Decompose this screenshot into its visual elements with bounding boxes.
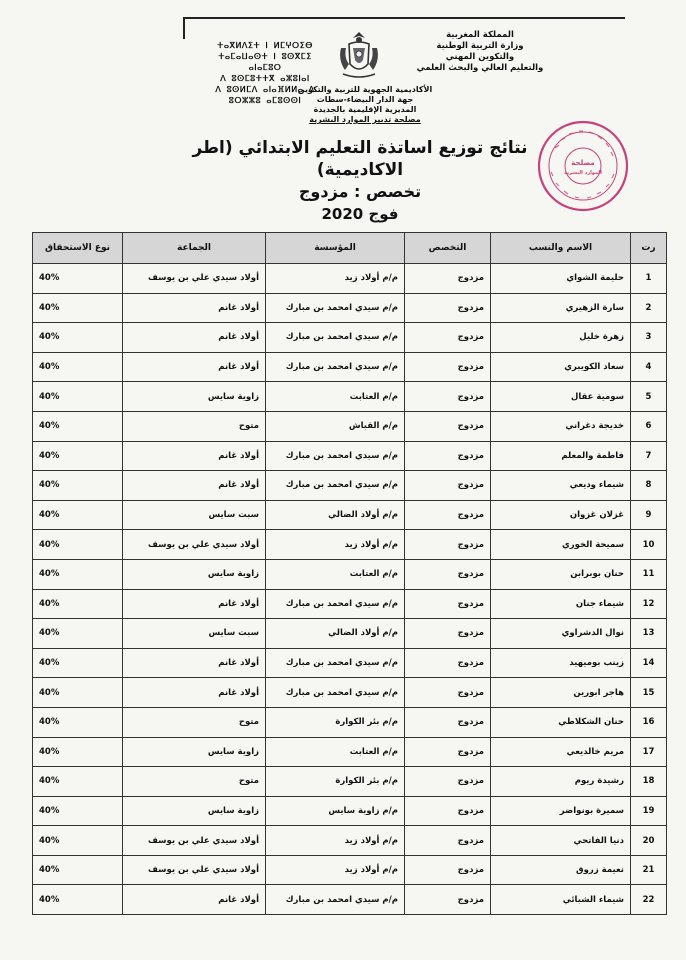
table-row	[33, 471, 667, 501]
cell-name: سميحة الخوري	[491, 530, 631, 560]
cell-school: م/م سيدي امحمد بن مبارك	[266, 678, 405, 708]
cell-num: 20	[631, 826, 667, 856]
table-row	[33, 737, 667, 767]
letterhead-tifinagh-line: ⴷ ⵓⵙⵎⵓⵜⵜⴳ ⴰⵣⵓⵏⴰⵏ	[220, 74, 310, 83]
cell-name: دنيا الفاتحي	[491, 826, 631, 856]
letterhead-arabic-line: والتكوين المهني	[445, 52, 515, 62]
cell-name: شيماء الشبائي	[491, 885, 631, 915]
table-row	[33, 707, 667, 737]
cell-commune: زاوية سايس	[123, 559, 266, 589]
cell-school: م/م زاوية سايس	[266, 796, 405, 826]
cell-rate: 40%	[33, 767, 123, 797]
cell-spec: مزدوج	[405, 737, 491, 767]
cell-spec: مزدوج	[405, 293, 491, 323]
cell-rate: 40%	[33, 441, 123, 471]
table-row	[33, 678, 667, 708]
cell-spec: مزدوج	[405, 323, 491, 353]
cell-name: حنان الشكلاطي	[491, 707, 631, 737]
cell-spec: مزدوج	[405, 264, 491, 294]
cell-school: م/م أولاد الضالي	[266, 500, 405, 530]
cell-school: م/م سيدي امحمد بن مبارك	[266, 648, 405, 678]
cell-rate: 40%	[33, 323, 123, 353]
directorate-line: جهة الدار البيضاء-سطات	[316, 95, 414, 104]
cell-rate: 40%	[33, 885, 123, 915]
royal-emblem-icon	[335, 30, 383, 80]
table-row	[33, 500, 667, 530]
cell-commune: أولاد سيدي علي بن يوسف	[123, 264, 266, 294]
letterhead-tifinagh-line: ⵜⴰⴳⵍⴷⵉⵜ ⵏ ⵍⵎⵖⵔⵉⴱ	[217, 41, 313, 50]
cell-commune: أولاد سيدي علي بن يوسف	[123, 530, 266, 560]
table-row	[33, 648, 667, 678]
table-row	[33, 589, 667, 619]
cell-name: زهرة خليل	[491, 323, 631, 353]
cell-num: 8	[631, 471, 667, 501]
letterhead-tifinagh-line: ⵜⴰⵎⴰⵡⴰⵙⵜ ⵏ ⵓⵙⴳⵎⵉ ⴰⵏⴰⵎⵓⵔ	[218, 52, 312, 72]
header-num: رت	[631, 233, 667, 264]
cell-rate: 40%	[33, 530, 123, 560]
letterhead-tifinagh-line: ⴷ ⵓⵙⵍⵎⴷ ⴰⵏⴰⴼⵍⵍⴰ ⴷ ⵓⵔⵣⵣⵓ ⴰⵎⵓⵙⵙⵏ	[215, 85, 315, 105]
letterhead-arabic-line: المملكة المغربية	[446, 30, 514, 40]
cell-name: خديجة دغراني	[491, 411, 631, 441]
cell-school: م/م سيدي امحمد بن مبارك	[266, 293, 405, 323]
cell-commune: متوح	[123, 707, 266, 737]
results-table	[32, 232, 667, 915]
cell-name: زينب بوميهيد	[491, 648, 631, 678]
cell-rate: 40%	[33, 352, 123, 382]
cell-name: نوال الدشراوي	[491, 619, 631, 649]
cell-rate: 40%	[33, 855, 123, 885]
letterhead-arabic-line: وزارة التربية الوطنية	[436, 41, 524, 51]
cell-num: 11	[631, 559, 667, 589]
directorate-line: الأكاديمية الجهوية للتربية والتكوين	[297, 85, 433, 94]
cell-num: 3	[631, 323, 667, 353]
cell-num: 14	[631, 648, 667, 678]
cell-spec: مزدوج	[405, 471, 491, 501]
cell-name: رشيدة ريوم	[491, 767, 631, 797]
cell-num: 21	[631, 855, 667, 885]
cell-school: م/م سيدي امحمد بن مبارك	[266, 885, 405, 915]
cell-spec: مزدوج	[405, 826, 491, 856]
cell-school: م/م القباش	[266, 411, 405, 441]
cell-spec: مزدوج	[405, 855, 491, 885]
cell-name: سارة الزهيري	[491, 293, 631, 323]
cell-commune: أولاد غانم	[123, 323, 266, 353]
specialty-subtitle: تخصص : مزدوج	[298, 182, 422, 201]
cell-name: حنان بوبرابن	[491, 559, 631, 589]
cell-commune: سبت سايس	[123, 500, 266, 530]
header-school: المؤسسة	[266, 233, 405, 264]
document-titles	[170, 137, 550, 225]
cell-num: 15	[631, 678, 667, 708]
cell-rate: 40%	[33, 737, 123, 767]
table-body	[33, 264, 667, 915]
cell-commune: زاوية سايس	[123, 737, 266, 767]
official-stamp	[535, 118, 631, 214]
cell-school: م/م سيدي امحمد بن مبارك	[266, 471, 405, 501]
cell-commune: أولاد غانم	[123, 352, 266, 382]
cell-school: م/م أولاد الضالي	[266, 619, 405, 649]
cell-spec: مزدوج	[405, 382, 491, 412]
cell-rate: 40%	[33, 619, 123, 649]
table-row	[33, 323, 667, 353]
header-rate: نوع الاستحقاق	[33, 233, 123, 264]
cell-rate: 40%	[33, 559, 123, 589]
cell-commune: أولاد غانم	[123, 471, 266, 501]
directorate-line: المديرية الإقليمية بالجديدة	[313, 105, 417, 114]
table-row	[33, 264, 667, 294]
cell-rate: 40%	[33, 589, 123, 619]
cell-name: فاطمة والمعلم	[491, 441, 631, 471]
table-header-row	[33, 233, 667, 264]
cell-spec: مزدوج	[405, 500, 491, 530]
cell-commune: أولاد غانم	[123, 678, 266, 708]
cell-num: 16	[631, 707, 667, 737]
top-border-line	[185, 17, 625, 19]
stamp-label-2: الموارد البشرية	[564, 170, 602, 176]
cell-school: م/م أولاد زيد	[266, 826, 405, 856]
cell-spec: مزدوج	[405, 767, 491, 797]
cell-spec: مزدوج	[405, 619, 491, 649]
cell-commune: أولاد غانم	[123, 648, 266, 678]
stamp-label-1: مصلحة	[571, 159, 595, 167]
cell-num: 6	[631, 411, 667, 441]
cell-commune: أولاد غانم	[123, 589, 266, 619]
document-title: نتائج توزيع اساتذة التعليم الابتدائي (اطر الاكاديمية)	[192, 138, 528, 180]
table-row	[33, 441, 667, 471]
cell-spec: مزدوج	[405, 796, 491, 826]
table-row	[33, 411, 667, 441]
cell-num: 2	[631, 293, 667, 323]
cell-rate: 40%	[33, 796, 123, 826]
cell-school: م/م أولاد زيد	[266, 264, 405, 294]
cell-num: 9	[631, 500, 667, 530]
cell-rate: 40%	[33, 411, 123, 441]
cell-school: م/م العتابت	[266, 382, 405, 412]
cell-rate: 40%	[33, 293, 123, 323]
cell-commune: سبت سايس	[123, 619, 266, 649]
directorate-block	[270, 85, 460, 125]
letterhead-arabic-line: والتعليم العالي والبحث العلمي	[416, 63, 544, 73]
cell-num: 17	[631, 737, 667, 767]
cell-name: هاجر ابورين	[491, 678, 631, 708]
cell-num: 12	[631, 589, 667, 619]
cell-rate: 40%	[33, 826, 123, 856]
cell-school: م/م العتابت	[266, 737, 405, 767]
table-row	[33, 619, 667, 649]
cell-school: م/م العتابت	[266, 559, 405, 589]
cell-school: م/م بئر الكوارة	[266, 707, 405, 737]
cell-commune: أولاد غانم	[123, 293, 266, 323]
cell-num: 13	[631, 619, 667, 649]
cohort-subtitle: فوج 2020	[321, 205, 399, 223]
cell-spec: مزدوج	[405, 707, 491, 737]
cell-commune: أولاد سيدي علي بن يوسف	[123, 826, 266, 856]
cell-num: 18	[631, 767, 667, 797]
cell-num: 22	[631, 885, 667, 915]
cell-name: مريم خالديعي	[491, 737, 631, 767]
cell-name: سومية عقال	[491, 382, 631, 412]
cell-rate: 40%	[33, 264, 123, 294]
cell-name: غزلان غزوان	[491, 500, 631, 530]
cell-commune: أولاد غانم	[123, 441, 266, 471]
cell-spec: مزدوج	[405, 885, 491, 915]
table-row	[33, 530, 667, 560]
cell-school: م/م بئر الكوارة	[266, 767, 405, 797]
table-row	[33, 885, 667, 915]
cell-rate: 40%	[33, 678, 123, 708]
table-row	[33, 796, 667, 826]
cell-name: سعاد الكويبري	[491, 352, 631, 382]
directorate-line: مصلحة تدبير الموارد البشرية	[309, 115, 421, 124]
header-spec: التخصص	[405, 233, 491, 264]
cell-school: م/م أولاد زيد	[266, 530, 405, 560]
cell-rate: 40%	[33, 500, 123, 530]
cell-num: 5	[631, 382, 667, 412]
cell-name: شيماء جنان	[491, 589, 631, 619]
table-row	[33, 855, 667, 885]
cell-spec: مزدوج	[405, 559, 491, 589]
table-row	[33, 352, 667, 382]
cell-name: نعيمة زروق	[491, 855, 631, 885]
cell-school: م/م سيدي امحمد بن مبارك	[266, 589, 405, 619]
cell-spec: مزدوج	[405, 411, 491, 441]
header-commune: الجماعة	[123, 233, 266, 264]
cell-rate: 40%	[33, 382, 123, 412]
cell-commune: متوح	[123, 411, 266, 441]
cell-spec: مزدوج	[405, 678, 491, 708]
cell-school: م/م سيدي امحمد بن مبارك	[266, 352, 405, 382]
table-row	[33, 767, 667, 797]
table-row	[33, 382, 667, 412]
cell-school: م/م سيدي امحمد بن مبارك	[266, 441, 405, 471]
header-name: الاسم والنسب	[491, 233, 631, 264]
table-row	[33, 826, 667, 856]
cell-commune: أولاد سيدي علي بن يوسف	[123, 855, 266, 885]
cell-commune: أولاد غانم	[123, 885, 266, 915]
cell-num: 4	[631, 352, 667, 382]
cell-num: 1	[631, 264, 667, 294]
cell-rate: 40%	[33, 471, 123, 501]
cell-num: 19	[631, 796, 667, 826]
cell-commune: زاوية سايس	[123, 382, 266, 412]
cell-name: حليمة الشواي	[491, 264, 631, 294]
cell-spec: مزدوج	[405, 589, 491, 619]
cell-commune: زاوية سايس	[123, 796, 266, 826]
cell-school: م/م أولاد زيد	[266, 855, 405, 885]
cell-spec: مزدوج	[405, 352, 491, 382]
cell-commune: متوح	[123, 767, 266, 797]
cell-rate: 40%	[33, 707, 123, 737]
cell-spec: مزدوج	[405, 648, 491, 678]
table-row	[33, 559, 667, 589]
cell-num: 10	[631, 530, 667, 560]
cell-name: سميرة بونواضر	[491, 796, 631, 826]
cell-rate: 40%	[33, 648, 123, 678]
cell-spec: مزدوج	[405, 530, 491, 560]
cell-school: م/م سيدي امحمد بن مبارك	[266, 323, 405, 353]
letterhead-arabic	[395, 30, 565, 74]
cell-name: شيماء وديعي	[491, 471, 631, 501]
cell-num: 7	[631, 441, 667, 471]
cell-spec: مزدوج	[405, 441, 491, 471]
table-row	[33, 293, 667, 323]
